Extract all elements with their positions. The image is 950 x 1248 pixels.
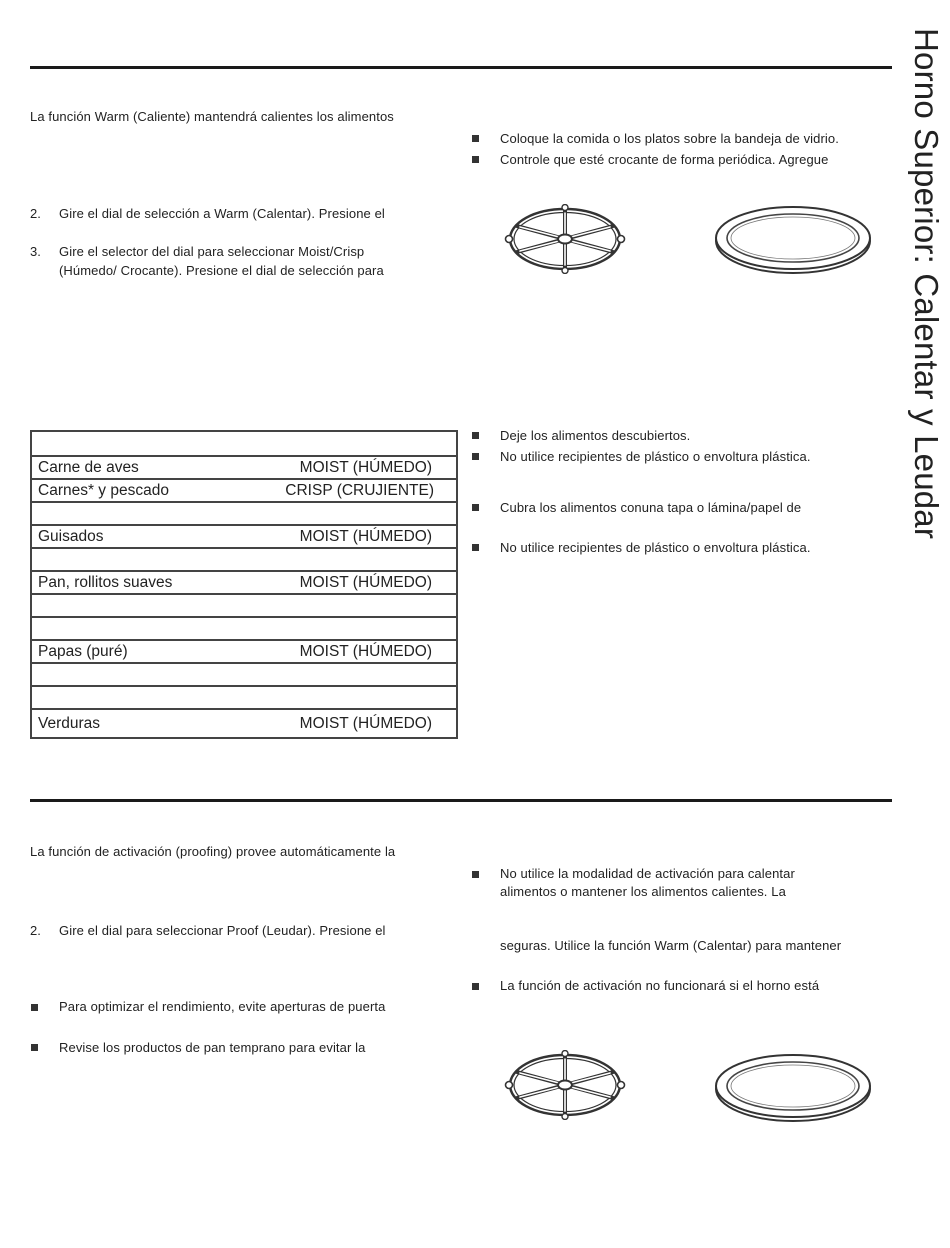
moist-crisp-bullet: No utilice recipientes de plástico o envoltura plástica. (500, 449, 811, 464)
table-cell-food: Carne de aves (31, 456, 220, 479)
bullet-marker (472, 135, 479, 142)
table-cell-setting: MOIST (HÚMEDO) (220, 571, 457, 594)
bullet-marker (472, 983, 479, 990)
moist-crisp-bullet: Cubra los alimentos conuna tapa o lámina/papel de (500, 500, 802, 515)
table-cell-setting (220, 617, 457, 640)
warm-step-text: Gire el selector del dial para seleccionar Moist/Crisp (59, 244, 365, 259)
table-row (31, 617, 457, 640)
section-divider-warm (30, 66, 892, 69)
table-cell-setting (220, 686, 457, 709)
table-cell-food (31, 431, 220, 456)
table-cell-setting: MOIST (HÚMEDO) (220, 456, 457, 479)
table-cell-setting: MOIST (HÚMEDO) (220, 709, 457, 738)
proof-step-number: 2. (30, 923, 41, 938)
table-cell-food (31, 548, 220, 571)
bullet-marker (472, 453, 479, 460)
warm-bullet: Controle que esté crocante de forma periódica. Agregue (500, 152, 829, 167)
bullet-marker (472, 156, 479, 163)
glass-tray-icon (712, 1052, 874, 1124)
proof-tip-bullet: Para optimizar el rendimiento, evite aperturas de puerta (59, 999, 386, 1014)
table-cell-setting (220, 502, 457, 525)
table-header-row (31, 431, 457, 456)
table-cell-food (31, 663, 220, 686)
food-settings-table (30, 430, 458, 739)
table-row (31, 525, 457, 548)
table-row (31, 502, 457, 525)
table-row (31, 571, 457, 594)
bullet-marker (31, 1044, 38, 1051)
wire-rack-icon (502, 1050, 628, 1120)
table-cell-setting: CRISP (CRUJIENTE) (220, 479, 457, 502)
proof-tip-bullet: Revise los productos de pan temprano para evitar la (59, 1040, 366, 1055)
warm-step-number: 3. (30, 244, 41, 259)
moist-crisp-bullet: Deje los alimentos descubiertos. (500, 428, 691, 443)
table-cell-food: Verduras (31, 709, 220, 738)
side-title: Horno Superior: Calentar y Leudar (908, 28, 945, 540)
warm-bullet: Coloque la comida o los platos sobre la bandeja de vidrio. (500, 131, 839, 146)
table-cell-food: Carnes* y pescado (31, 479, 220, 502)
moist-crisp-bullet: No utilice recipientes de plástico o envoltura plástica. (500, 540, 811, 555)
proof-warning-bullet: alimentos o mantener los alimentos calientes. La (500, 884, 786, 899)
wire-rack-icon (502, 204, 628, 274)
bullet-marker (472, 871, 479, 878)
proof-warning-continuation: seguras. Utilice la función Warm (Calentar) para mantener (500, 938, 842, 953)
table-cell-setting: MOIST (HÚMEDO) (220, 525, 457, 548)
glass-tray-icon (712, 204, 874, 276)
proof-warning-bullet: La función de activación no funcionará si el horno está (500, 978, 820, 993)
warm-step-text: (Húmedo/ Crocante). Presione el dial de selección para (59, 263, 384, 278)
proof-step-text: Gire el dial para seleccionar Proof (Leudar). Presione el (59, 923, 386, 938)
table-row (31, 663, 457, 686)
table-row (31, 479, 457, 502)
table-cell-setting: MOIST (HÚMEDO) (220, 640, 457, 663)
table-cell-food (31, 502, 220, 525)
table-cell-food (31, 686, 220, 709)
bullet-marker (472, 544, 479, 551)
bullet-marker (472, 504, 479, 511)
table-cell-food: Pan, rollitos suaves (31, 571, 220, 594)
table-row (31, 548, 457, 571)
warm-step-text: Gire el dial de selección a Warm (Calentar). Presione el (59, 206, 385, 221)
table-cell-setting (220, 663, 457, 686)
table-cell-setting (220, 548, 457, 571)
table-cell-setting (220, 594, 457, 617)
bullet-marker (472, 432, 479, 439)
table-row (31, 686, 457, 709)
table-cell-food (31, 594, 220, 617)
proof-intro: La función de activación (proofing) provee automáticamente la (30, 844, 396, 859)
table-cell-food: Papas (puré) (31, 640, 220, 663)
table-row (31, 640, 457, 663)
bullet-marker (31, 1004, 38, 1011)
table-cell-food (31, 617, 220, 640)
section-divider-proof (30, 799, 892, 802)
table-cell-food: Guisados (31, 525, 220, 548)
table-row (31, 594, 457, 617)
warm-step-number: 2. (30, 206, 41, 221)
warm-intro: La función Warm (Caliente) mantendrá calientes los alimentos (30, 109, 394, 124)
proof-warning-bullet: No utilice la modalidad de activación para calentar (500, 866, 795, 881)
table-cell-setting (220, 431, 457, 456)
table-row (31, 709, 457, 738)
table-row (31, 456, 457, 479)
